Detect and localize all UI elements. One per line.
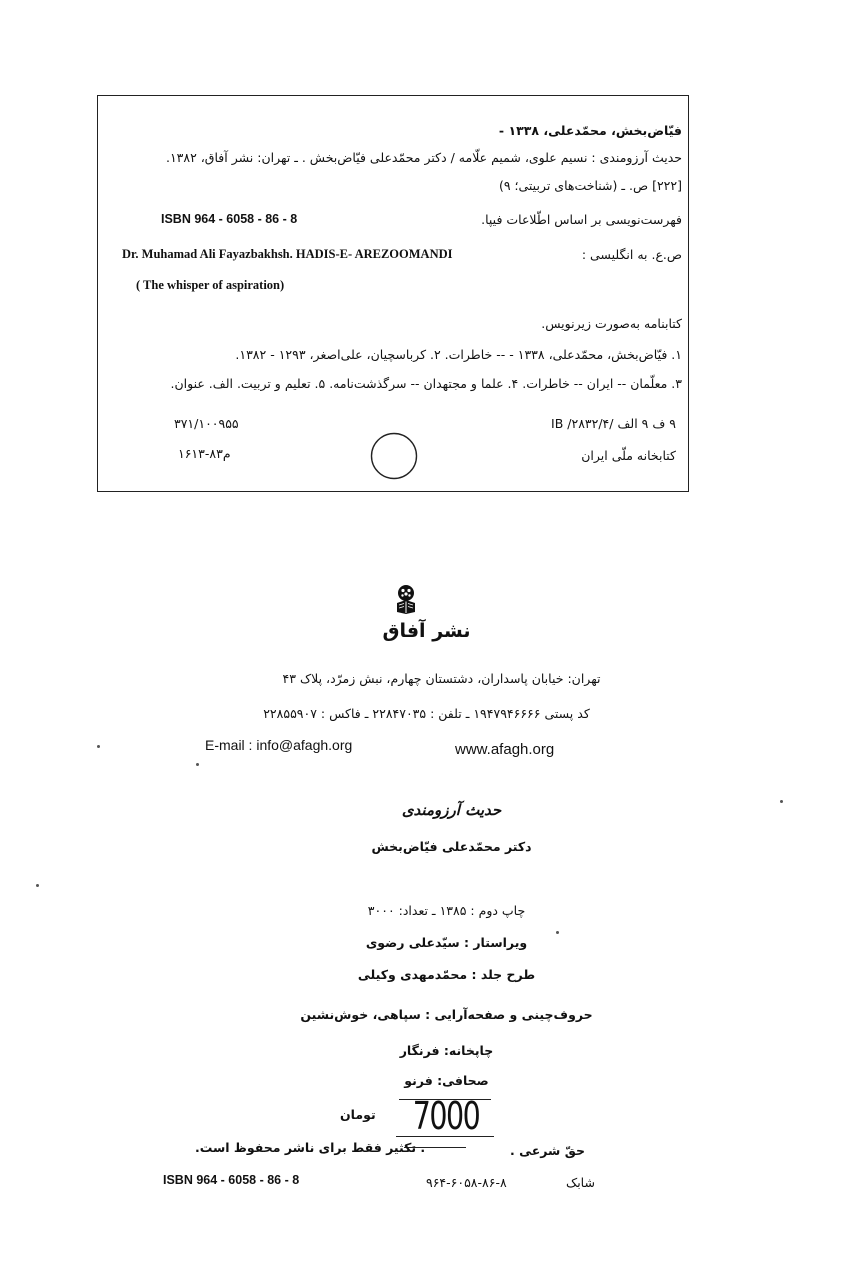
rights-prefix: حقّ شرعی . <box>510 1143 585 1158</box>
catalog-bibliography: کتابنامه به‌صورت زیرنویس. <box>541 316 682 331</box>
publisher-email: E-mail : info@afagh.org <box>205 737 353 753</box>
scan-speck <box>556 931 559 934</box>
catalog-pages-series: [۲۲۲] ص. ـ (شناخت‌های تربیتی؛ ۹) <box>498 178 682 193</box>
catalog-subject-2: ۳. معلّمان -- ایران -- خاطرات. ۴. علما و مجتهدان -- سرگذشت‌نامه. ۵. تعلیم و تربیت. الف. عنوان. <box>170 376 682 391</box>
scan-speck <box>97 745 100 748</box>
isbn-persian: ۹۶۴-۶۰۵۸-۸۶-۸ <box>426 1175 507 1190</box>
price-currency: تومان <box>340 1107 376 1122</box>
credit-editor: ویراستار : سیّدعلی رضوی <box>365 935 528 950</box>
publisher-name: نشر آفاق <box>382 620 471 642</box>
catalog-ddc: ۳۷۱/۱۰۰۹۵۵ <box>174 416 239 431</box>
catalog-english-title: Dr. Muhamad Ali Fayazbakhsh. HADIS-E- AREZOOMANDI <box>122 247 453 261</box>
catalog-subject-1: ۱. فیّاض‌بخش، محمّدعلی، ۱۳۳۸ - -- خاطرات. ۲. کرباسچیان، علی‌اصغر، ۱۲۹۳ - ۱۳۸۲. <box>235 347 682 362</box>
credit-cover: طرح جلد : محمّدمهدی وکیلی <box>357 967 536 982</box>
catalog-library: کتابخانه ملّی ایران <box>581 448 676 463</box>
cataloguing-box <box>97 95 689 492</box>
catalog-fipa-note: فهرست‌نویسی بر اساس اطّلاعات فیپا. <box>481 212 682 227</box>
scan-speck <box>780 800 783 803</box>
price-stamp: 7000 <box>412 1094 480 1138</box>
catalog-isbn-top: ISBN 964 - 6058 - 86 - 8 <box>161 212 298 226</box>
credit-printer: چاپخانه: فرنگار <box>399 1043 494 1058</box>
book-title: حدیث آرزومندی <box>401 801 502 819</box>
price-stamp-bottom-rule <box>396 1136 494 1137</box>
catalog-english-subtitle: ( The whisper of aspiration) <box>136 278 285 292</box>
credit-binder: صحافی: فرنو <box>404 1073 489 1088</box>
isbn-bottom: ISBN 964 - 6058 - 86 - 8 <box>163 1173 300 1187</box>
scan-speck <box>196 763 199 766</box>
catalog-author: فیّاض‌بخش، محمّدعلی، ۱۳۳۸ - <box>498 123 682 138</box>
catalog-lc-class: ۹ ف ۹ الف /۲۸۳۲/۴/ IB <box>551 416 676 431</box>
catalog-national-number: م۸۳-۱۶۱۳ <box>178 446 231 461</box>
book-author: دکتر محمّدعلی فیّاض‌بخش <box>371 839 532 854</box>
credit-edition: چاپ دوم : ۱۳۸۵ ـ تعداد: ۳۰۰۰ <box>367 903 526 918</box>
publisher-address: تهران: خیابان پاسداران، دشتستان چهارم، نبش زمرّد، پلاک ۴۳ <box>282 671 601 686</box>
publisher-contact: کد پستی ۱۹۴۷۹۴۶۶۶۶ ـ تلفن : ۲۲۸۴۷۰۳۵ ـ فاکس : ۲۲۸۵۵۹۰۷ <box>263 706 590 721</box>
catalog-english-label: ص.ع. به انگلیسی : <box>581 247 682 262</box>
price-stamp-top-rule <box>399 1099 491 1100</box>
stamp-circle-icon <box>369 431 419 481</box>
isbn-label: شابک <box>566 1175 595 1190</box>
publisher-website: www.afagh.org <box>455 741 555 758</box>
afagh-logo-icon <box>395 584 417 614</box>
catalog-title-line: حدیث آرزومندی : نسیم علوی، شمیم علّامه / دکتر محمّدعلی فیّاض‌بخش . ـ تهران: نشر آفاق، ۱۳۸۲. <box>165 150 682 165</box>
rights-suffix: . تکثیر فقط برای ناشر محفوظ است. <box>195 1140 426 1155</box>
scan-speck <box>36 884 39 887</box>
credit-typesetting: حروف‌چینی و صفحه‌آرایی : سپاهی، خوش‌نشین <box>300 1007 593 1022</box>
